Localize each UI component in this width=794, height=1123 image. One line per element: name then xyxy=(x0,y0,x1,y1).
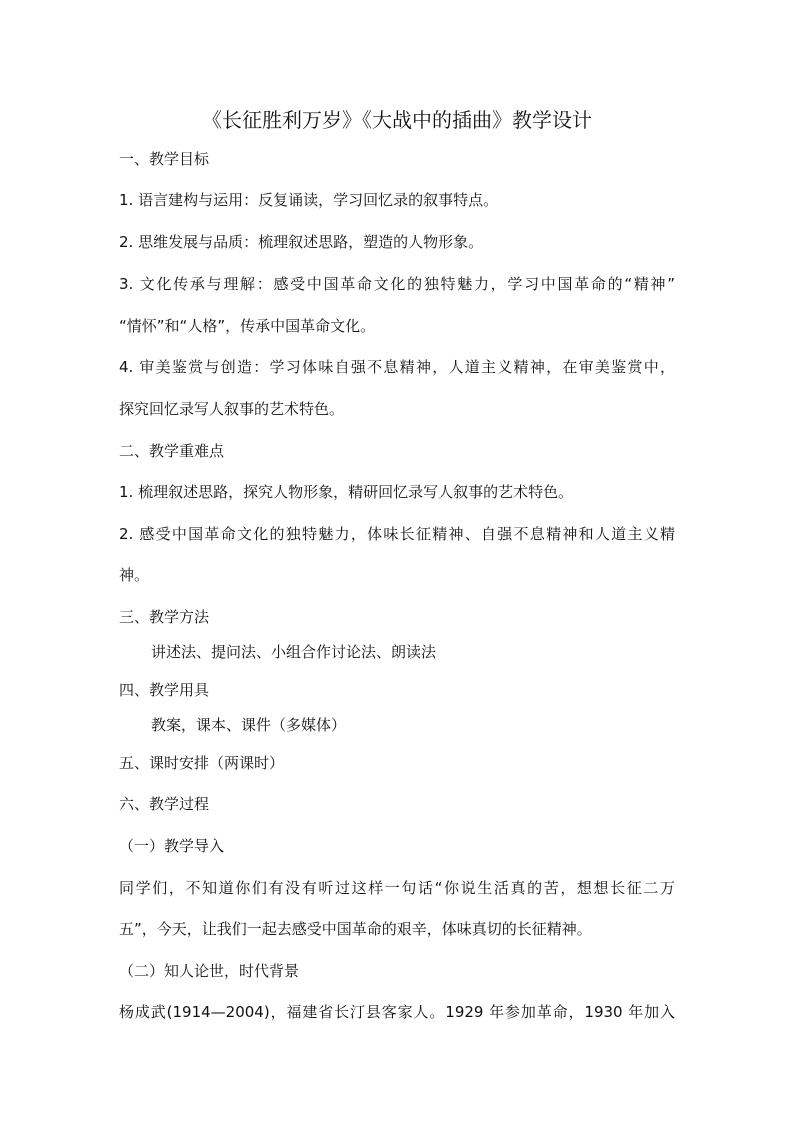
tools-body: 教案，课本、课件（多媒体） xyxy=(151,716,347,734)
intro-body-line-1: 同学们，不知道你们有没有听过这样一句话“你说生活真的苦，想想长征二万 xyxy=(119,879,675,897)
intro-body-line-2: 五”，今天，让我们一起去感受中国革命的艰辛，体味真切的长征精神。 xyxy=(119,920,592,938)
section-heading-process: 六、教学过程 xyxy=(119,795,210,813)
section-heading-key-points: 二、教学重难点 xyxy=(119,442,225,460)
objective-item-1: 1. 语言建构与运用：反复诵读，学习回忆录的叙事特点。 xyxy=(119,191,499,209)
objective-item-2: 2. 思维发展与品质：梳理叙述思路，塑造的人物形象。 xyxy=(119,233,484,251)
section-heading-schedule: 五、课时安排（两课时） xyxy=(119,754,285,772)
key-point-item-1: 1. 梳理叙述思路，探究人物形象，精研回忆录写人叙事的艺术特色。 xyxy=(119,483,574,501)
key-point-item-2-line-2: 神。 xyxy=(119,566,150,584)
background-body-line-1: 杨成武(1914—2004)，福建省长汀县客家人。1929 年参加革命，1930 年加入 xyxy=(119,1003,675,1021)
subsection-heading-intro: （一）教学导入 xyxy=(119,837,225,855)
document-title: 《长征胜利万岁》《大战中的插曲》教学设计 xyxy=(202,108,592,132)
subsection-heading-background: （二）知人论世，时代背景 xyxy=(119,962,300,980)
section-heading-objectives: 一、教学目标 xyxy=(119,150,210,168)
objective-item-3-line-2: “情怀”和“人格”，传承中国革命文化。 xyxy=(119,317,376,335)
objective-item-4-line-1: 4. 审美鉴赏与创造：学习体味自强不息精神，人道主义精神，在审美鉴赏中， xyxy=(119,358,675,376)
key-point-item-2-line-1: 2. 感受中国革命文化的独特魅力，体味长征精神、自强不息精神和人道主义精 xyxy=(119,525,675,543)
objective-item-4-line-2: 探究回忆录写人叙事的艺术特色。 xyxy=(119,400,345,418)
objective-item-3-line-1: 3. 文化传承与理解：感受中国革命文化的独特魅力，学习中国革命的“精神” xyxy=(119,275,675,293)
section-heading-methods: 三、教学方法 xyxy=(119,608,210,626)
methods-body: 讲述法、提问法、小组合作讨论法、朗读法 xyxy=(151,643,437,661)
section-heading-tools: 四、教学用具 xyxy=(119,681,210,699)
